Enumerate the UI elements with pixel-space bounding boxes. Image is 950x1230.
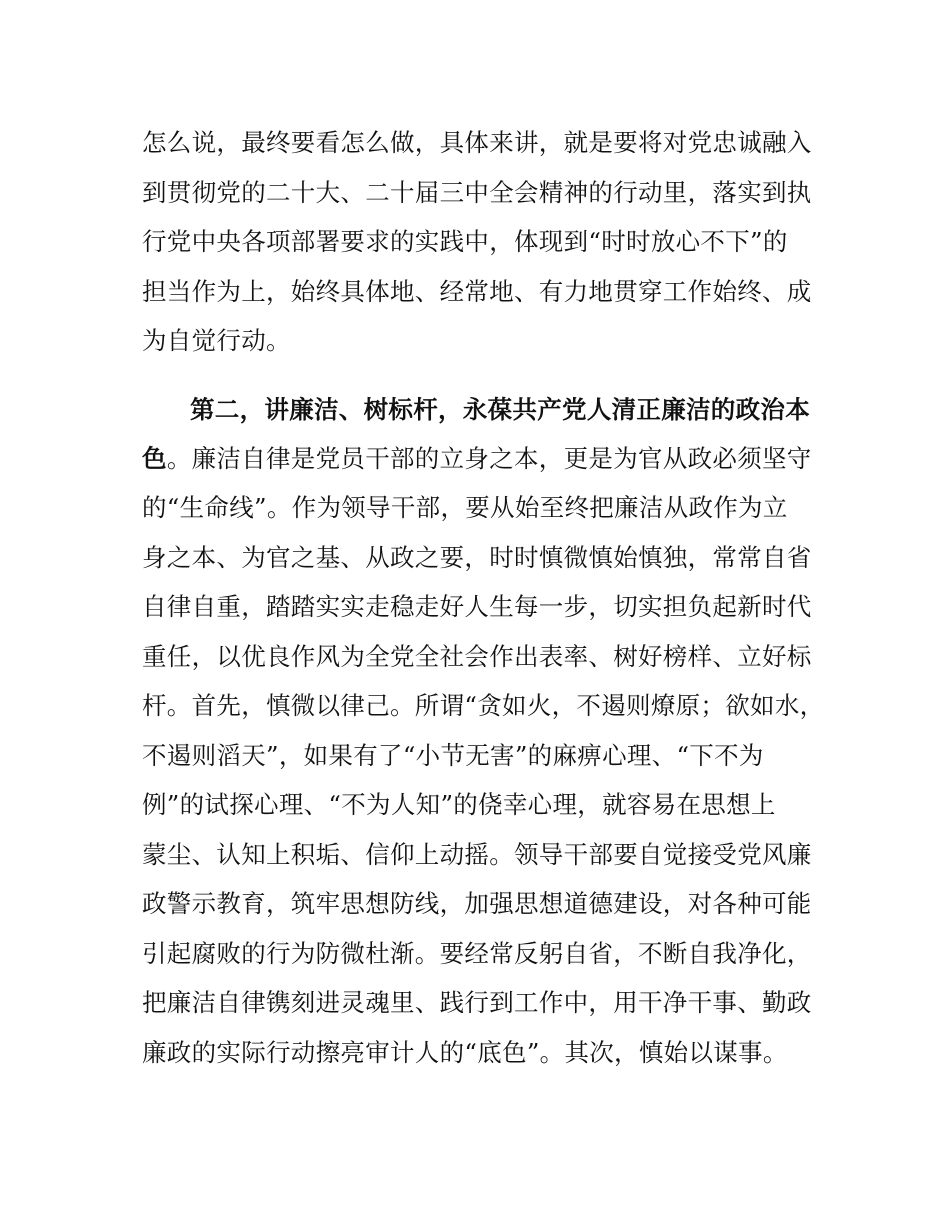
section-heading-end: 色 (142, 444, 167, 473)
paragraph-line: 自律自重，踏踏实实走稳走好人生每一步，切实担负起新时代 (142, 592, 812, 621)
paragraph-line: 蒙尘、认知上积垢、信仰上动摇。领导干部要自觉接受党风廉 (142, 840, 812, 869)
paragraph-line: 到贯彻党的二十大、二十届三中全会精神的行动里，落实到执 (142, 178, 812, 207)
paragraph-text: 。廉洁自律是党员干部的立身之本，更是为官从政必须坚守 (166, 444, 812, 473)
paragraph-line: 杆。首先，慎微以律己。所谓“贪如火，不遏则燎原；欲如水， (142, 691, 825, 720)
paragraph-line: 的“生命线”。作为领导干部，要从始至终把廉洁从政作为立 (142, 493, 788, 522)
paragraph-line-with-heading-end (142, 444, 842, 474)
paragraph-line: 引起腐败的行为防微杜渐。要经常反躬自省，不断自我净化， (142, 939, 812, 968)
paragraph-line: 怎么说，最终要看怎么做，具体来讲，就是要将对党忠诚融入 (142, 128, 812, 157)
paragraph-line: 政警示教育，筑牢思想防线，加强思想道德建设，对各种可能 (142, 889, 812, 918)
paragraph-line: 为自觉行动。 (142, 326, 291, 355)
paragraph-line: 把廉洁自律镌刻进灵魂里、践行到工作中，用干净干事、勤政 (142, 988, 812, 1017)
paragraph-line: 身之本、为官之基、从政之要，时时慎微慎始慎独，常常自省 (142, 543, 812, 572)
paragraph-line: 行党中央各项部署要求的实践中，体现到“时时放心不下”的 (142, 227, 788, 256)
paragraph-line: 廉政的实际行动擦亮审计人的“底色”。其次，慎始以谋事。 (142, 1038, 788, 1067)
paragraph-line: 不遏则滔天”，如果有了“小节无害”的麻痹心理、“下不为 (142, 741, 764, 770)
paragraph-line: 重任，以优良作风为全党全社会作出表率、树好榜样、立好标 (142, 642, 812, 671)
section-heading: 第二，讲廉洁、树标杆，永葆共产党人清正廉洁的政治本 (190, 395, 810, 424)
paragraph-line: 担当作为上，始终具体地、经常地、有力地贯穿工作始终、成 (142, 277, 812, 306)
paragraph-line: 例”的试探心理、“不为人知”的侥幸心理，就容易在思想上 (142, 790, 776, 819)
